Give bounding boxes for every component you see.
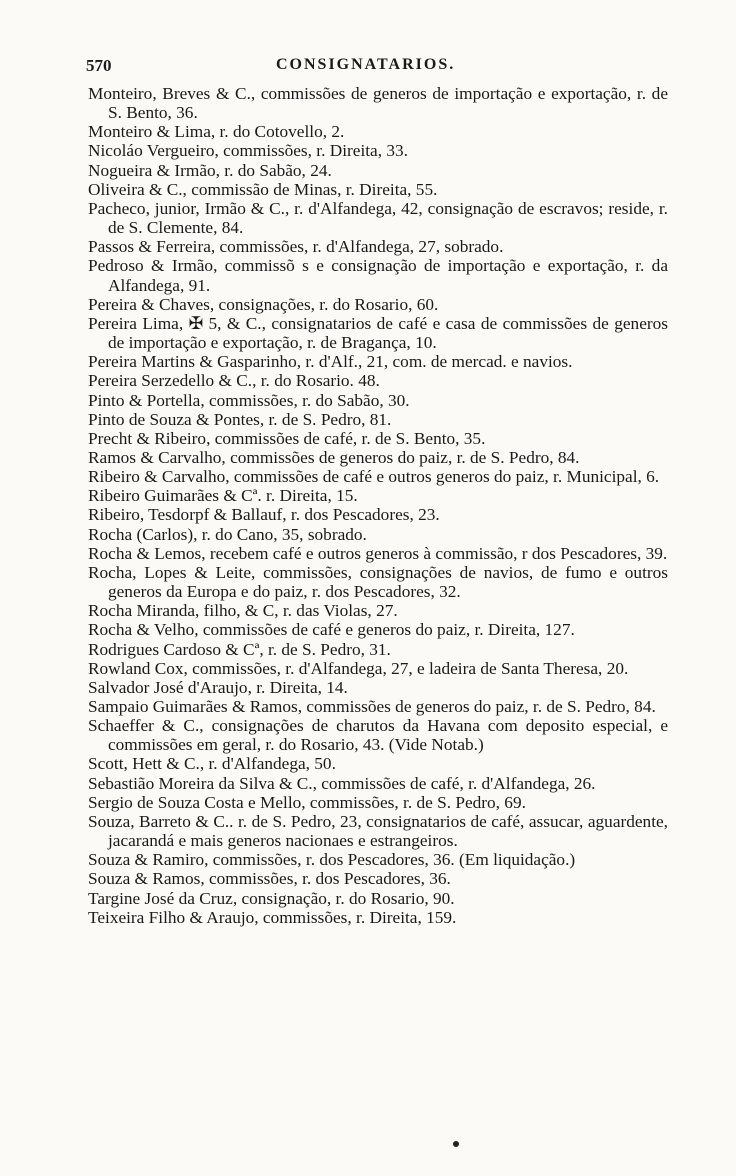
list-item: Monteiro & Lima, r. do Cotovello, 2. xyxy=(88,122,345,142)
list-item: Sergio de Souza Costa e Mello, commissões, r. de S. Pedro, 69. xyxy=(88,792,526,812)
list-item: Sebastião Moreira da Silva & C., commissões de café, r. d'Alfandega, 26. xyxy=(88,773,596,793)
list-item: Rowland Cox, commissões, r. d'Alfandega, 27, e ladeira de Santa Theresa, 20. xyxy=(88,658,629,678)
list-item: Rocha Miranda, filho, & C, r. das Violas, 27. xyxy=(88,601,398,621)
page-header xyxy=(86,56,666,82)
list-item: Ramos & Carvalho, commissões de generos do paiz, r. de S. Pedro, 84. xyxy=(88,447,580,467)
list-item: Rocha & Velho, commissões de café e generos do paiz, r. Direita, 127. xyxy=(88,620,575,640)
entry-list xyxy=(88,84,668,927)
list-item: Nicoláo Vergueiro, commissões, r. Direita, 33. xyxy=(88,141,408,161)
list-item: Rodrigues Cardoso & Cª, r. de S. Pedro, 31. xyxy=(88,639,391,659)
list-item: Pinto & Portella, commissões, r. do Sabão, 30. xyxy=(88,390,410,410)
list-item: Teixeira Filho & Araujo, commissões, r. Direita, 159. xyxy=(88,907,457,927)
list-item: Nogueira & Irmão, r. do Sabão, 24. xyxy=(88,160,332,180)
list-item: Pedroso & Irmão, commissõ s e consignação de importação e exportação, r. da Alfandega, 91. xyxy=(88,256,668,295)
list-item: Salvador José d'Araujo, r. Direita, 14. xyxy=(88,677,348,697)
list-item: Souza, Barreto & C.. r. de S. Pedro, 23, consignatarios de café, assucar, aguardente, jacarandá e mais generos nacionaes e estrangeiros. xyxy=(88,811,668,851)
list-item: Oliveira & C., commissão de Minas, r. Direita, 55. xyxy=(88,179,438,199)
list-item: Pereira & Chaves, consignações, r. do Rosario, 60. xyxy=(88,294,439,314)
list-item: Pereira Martins & Gasparinho, r. d'Alf., 21, com. de mercad. e navios. xyxy=(88,352,573,372)
ink-dot xyxy=(453,1141,459,1147)
list-item: Targine José da Cruz, consignação, r. do Rosario, 90. xyxy=(88,888,455,908)
list-item: Pereira Serzedello & C., r. do Rosario. 48. xyxy=(88,371,380,391)
list-item: Precht & Ribeiro, commissões de café, r. de S. Bento, 35. xyxy=(88,428,486,448)
list-item: Sampaio Guimarães & Ramos, commissões de generos do paiz, r. de S. Pedro, 84. xyxy=(88,697,656,716)
list-item: Pereira Lima, ✠ 5, & C., consignatarios de café e casa de commissões de generos de importação e exportação, r. de Bragança, 10. xyxy=(88,313,668,353)
list-item: Pinto de Souza & Pontes, r. de S. Pedro, 81. xyxy=(88,409,392,429)
list-item: Ribeiro, Tesdorpf & Ballauf, r. dos Pescadores, 23. xyxy=(88,505,440,525)
running-title: CONSIGNATARIOS. xyxy=(276,56,456,73)
list-item: Monteiro, Breves & C., commissões de generos de importação e exportação, r. de S. Bento, 36. xyxy=(88,84,668,123)
list-item: Rocha & Lemos, recebem café e outros generos à commissão, r dos Pescadores, 39. xyxy=(88,543,668,563)
list-item: Rocha (Carlos), r. do Cano, 35, sobrado. xyxy=(88,524,367,544)
list-item: Souza & Ramos, commissões, r. dos Pescadores, 36. xyxy=(88,869,451,889)
list-item: Pacheco, junior, Irmão & C., r. d'Alfandega, 42, consignação de escravos; reside, r. de S. Clemente, 84. xyxy=(88,198,668,238)
page-number: 570 xyxy=(86,56,112,75)
list-item: Ribeiro & Carvalho, commissões de café e outros generos do paiz, r. Municipal, 6. xyxy=(88,467,660,487)
list-item: Souza & Ramiro, commissões, r. dos Pescadores, 36. (Em liquidação.) xyxy=(88,850,576,870)
list-item: Ribeiro Guimarães & Cª. r. Direita, 15. xyxy=(88,486,358,506)
list-item: Passos & Ferreira, commissões, r. d'Alfandega, 27, sobrado. xyxy=(88,237,504,257)
list-item: Rocha, Lopes & Leite, commissões, consignações de navios, de fumo e outros generos da Europa e do paiz, r. dos Pescadores, 32. xyxy=(88,562,668,602)
list-item: Scott, Hett & C., r. d'Alfandega, 50. xyxy=(88,754,336,774)
list-item: Schaeffer & C., consignações de charutos da Havana com deposito especial, e commissões em geral, r. do Rosario, 43. (Vide Notab.) xyxy=(88,716,668,755)
